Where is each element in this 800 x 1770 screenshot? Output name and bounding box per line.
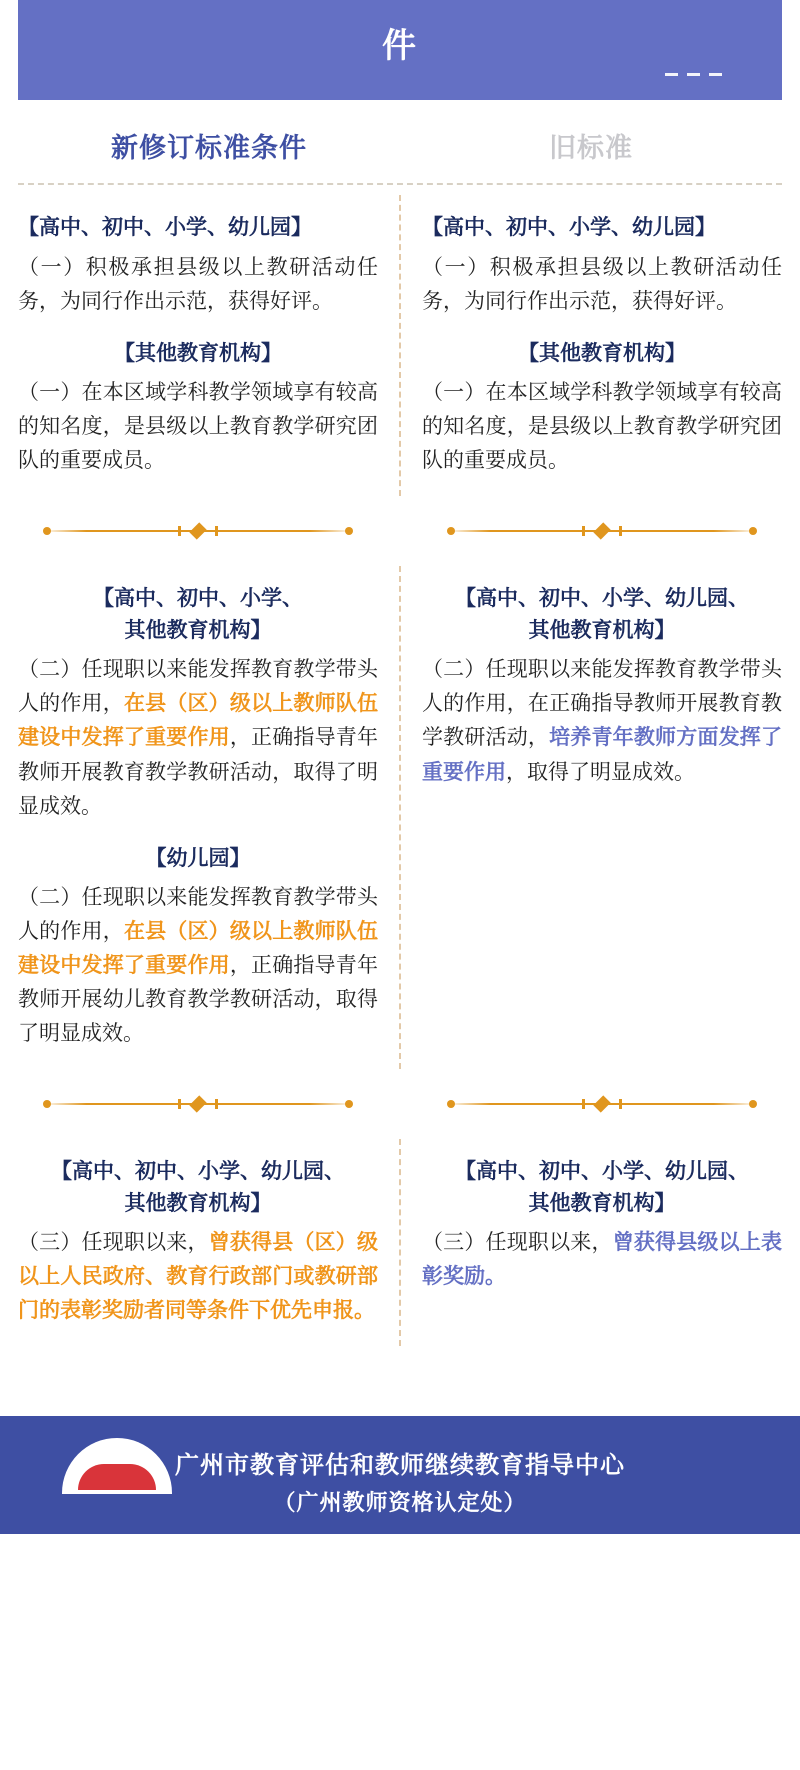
header-divider <box>18 183 782 185</box>
ornament-cell-left <box>18 1069 400 1139</box>
organization-logo-icon <box>62 1438 172 1494</box>
column-header-new: 新修订标准条件 <box>111 133 307 163</box>
footer-organization-subname: （广州教师资格认定处） <box>273 1490 527 1516</box>
section-1-new-column <box>18 195 400 496</box>
comparison-section-3 <box>18 1139 782 1346</box>
text-run: （二）任现职以来能发挥教育教学带头人的作用， <box>18 886 378 944</box>
paragraph-rich <box>422 1226 782 1294</box>
section-2-new-column <box>18 566 400 1069</box>
ornament-divider-row-1 <box>18 496 782 566</box>
subhead: 【高中、初中、小学、幼儿园、 <box>455 587 749 611</box>
subhead: 【高中、初中、小学、幼儿园】 <box>18 216 312 239</box>
comparison-section-2 <box>18 566 782 1069</box>
highlight-run: 曾获得县级以上表彰奖励。 <box>422 1231 782 1289</box>
highlight-run: 在县（区）级以上教师队伍建设中发挥了重要作用 <box>18 692 378 750</box>
dash-3 <box>709 73 722 76</box>
paragraph: （一）在本区域学科教学领域享有较高的知名度，是县级以上教育教学研究团队的重要成员。 <box>422 381 782 473</box>
banner-dash-decoration <box>665 73 722 76</box>
banner-left-strip <box>0 0 18 100</box>
paragraph-rich <box>18 881 378 1051</box>
column-header-old: 旧标准 <box>549 133 633 163</box>
highlight-run: 曾获得县（区）级以上人民政府、教育行政部门或教研部门的表彰奖励者同等条件下优先申报。 <box>18 1231 378 1323</box>
vertical-divider-1 <box>399 195 401 496</box>
dash-1 <box>665 73 678 76</box>
paragraph-rich <box>422 653 782 789</box>
highlight-run: 培养青年教师方面发挥了重要作用 <box>422 726 782 784</box>
ornament-cell-right <box>400 496 782 566</box>
vertical-divider-3 <box>399 1139 401 1346</box>
comparison-section-1 <box>18 195 782 496</box>
paragraph: （一）在本区域学科教学领域享有较高的知名度，是县级以上教育教学研究团队的重要成员。 <box>18 381 378 473</box>
subhead: 【其他教育机构】 <box>114 341 282 365</box>
section-1-old-column <box>400 195 782 496</box>
pre-footer-gap <box>0 1346 800 1386</box>
section-2-old-column <box>400 566 782 1069</box>
text-run: ，正确指导青年教师开展教育教学教研活动，取得了明显成效。 <box>18 726 378 818</box>
ornament-icon <box>447 524 757 538</box>
subhead: 其他教育机构】 <box>124 618 272 642</box>
ornament-icon <box>43 524 353 538</box>
paragraph-rich <box>18 653 378 823</box>
subhead: 【幼儿园】 <box>145 846 251 870</box>
ornament-icon <box>43 1097 353 1111</box>
text-run: （三）任现职以来， <box>422 1231 613 1255</box>
footer-bar <box>0 1416 800 1534</box>
content-area <box>0 100 800 1346</box>
paragraph: （一）积极承担县级以上教研活动任务，为同行作出示范，获得好评。 <box>18 255 378 313</box>
subhead: 【高中、初中、小学、幼儿园】 <box>422 216 716 239</box>
text-run: （三）任现职以来， <box>18 1231 209 1255</box>
vertical-divider-2 <box>399 566 401 1069</box>
section-3-new-column <box>18 1139 400 1346</box>
subhead: 其他教育机构】 <box>528 618 676 642</box>
banner-right-strip <box>782 0 800 100</box>
subhead: 【高中、初中、小学、幼儿园、 <box>51 1160 345 1184</box>
text-run: （二）任现职以来能发挥教育教学带头人的作用，在正确指导教师开展教育教学教研活动， <box>422 658 782 750</box>
text-run: ，取得了明显成效。 <box>506 760 695 784</box>
ornament-divider-row-2 <box>18 1069 782 1139</box>
paragraph-rich <box>18 1226 378 1328</box>
subhead: 其他教育机构】 <box>124 1191 272 1215</box>
dash-2 <box>687 73 700 76</box>
ornament-icon <box>447 1097 757 1111</box>
ornament-cell-right <box>400 1069 782 1139</box>
text-run: ，正确指导青年教师开展幼儿教育教学教研活动，取得了明显成效。 <box>18 954 378 1046</box>
top-banner <box>0 0 800 100</box>
subhead: 【高中、初中、小学、幼儿园、 <box>455 1160 749 1184</box>
ornament-cell-left <box>18 496 400 566</box>
subhead: 【高中、初中、小学、 <box>93 587 303 611</box>
section-3-old-column <box>400 1139 782 1346</box>
subhead: 其他教育机构】 <box>528 1191 676 1215</box>
paragraph: （一）积极承担县级以上教研活动任务，为同行作出示范，获得好评。 <box>422 255 782 313</box>
column-headers <box>18 100 782 183</box>
footer-organization-name: 广州市教育评估和教师继续教育指导中心 <box>175 1452 625 1480</box>
banner-title: 件 <box>382 26 418 65</box>
highlight-run: 在县（区）级以上教师队伍建设中发挥了重要作用 <box>18 920 378 978</box>
subhead: 【其他教育机构】 <box>518 341 686 365</box>
text-run: （二）任现职以来能发挥教育教学带头人的作用， <box>18 658 378 716</box>
